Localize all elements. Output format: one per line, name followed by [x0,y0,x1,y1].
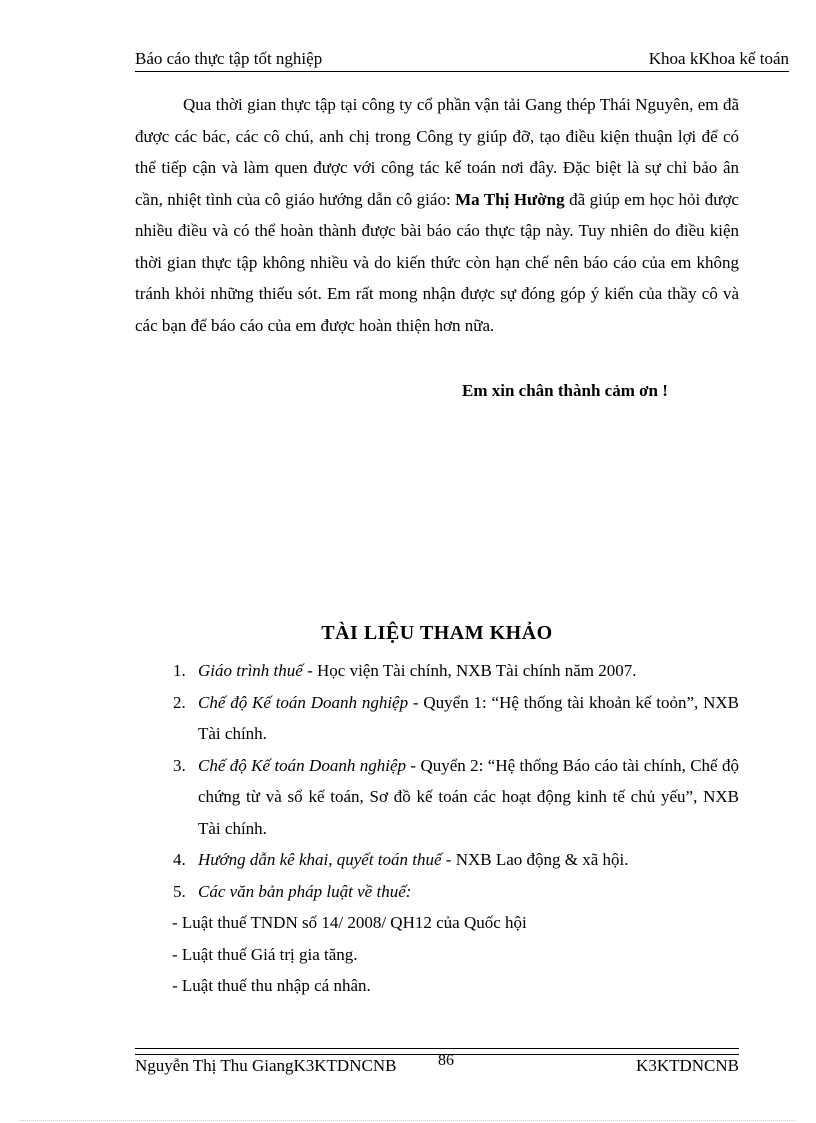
page-number: 86 [438,1052,454,1069]
law-item: - Luật thuế thu nhập cá nhân. [172,976,371,995]
advisor-name: Ma Thị Hường [455,189,565,209]
reference-item [135,687,739,750]
reference-item [135,844,739,876]
reference-detail: - Quyển 1: “Hệ thống tài khoản kế toỏn”, NXB Tài chính. [198,692,739,743]
reference-item [135,750,739,845]
page-bottom-divider [20,1120,796,1121]
acknowledgement-text [135,89,739,341]
law-item: - Luật thuế Giá trị gia tăng. [172,944,358,964]
reference-detail: - Học viện Tài chính, NXB Tài chính năm 2007. [302,661,637,680]
reference-title: Hướng dẫn kê khai, quyết toán thuế [198,850,442,869]
acknowledgement-paragraph [135,89,739,341]
references-title: TÀI LIỆU THAM KHẢO [321,622,553,644]
reference-title: Giáo trình thuế [198,661,303,680]
page-header [135,49,789,72]
footer-class-code: K3KTDNCNB [636,1056,739,1075]
reference-number: 4. [173,850,186,869]
footer-divider [135,1048,739,1055]
reference-number: 3. [173,755,186,775]
reference-number: 5. [173,881,186,901]
reference-number: 2. [173,692,186,712]
references-list [135,655,739,1002]
reference-detail: - NXB Lao động & xã hội. [441,850,629,869]
footer-author: Nguyễn Thị Thu GiangK3KTDNCNB [135,1056,397,1075]
header-report-title: Báo cáo thực tập tốt nghiệp [135,49,323,68]
reference-detail: - Quyển 2: “Hệ thống Báo cáo tài chính, Chế độ chứng từ và sổ kế toán, Sơ đồ kế toán các hoạt động kinh tế chủ yếu”, NXB Tài chính. [198,755,739,838]
reference-item [135,655,739,687]
reference-title: Chế độ Kế toán Doanh nghiệp [198,755,406,775]
reference-title: Các văn bản pháp luật về thuế: [198,881,412,901]
reference-number: 1. [173,661,186,680]
reference-title: Chế độ Kế toán Doanh nghiệp [198,692,409,712]
reference-item [135,876,739,908]
thanks-line: Em xin chân thành cảm ơn ! [462,381,668,400]
intro-text-part1: Qua thời gian thực tập tại công ty cổ phần vận tải Gang thép Thái Nguyên, em đã được các bác, các cô chú, anh chị trong Công ty giúp đỡ, tạo điều kiện thuận lợi để có thể tiếp cận và làm quen được với công tác kế toán nơi đây. Đặc biệt là sự chỉ bảo ân cần, nhiệt tình của cô giáo hướng dẫn cô giáo: [135,95,739,209]
references-section [135,655,739,1002]
intro-text-part2: đã giúp em học hỏi được nhiều điều và có thể hoàn thành được bài báo cáo thực tập này. Tuy nhiên do điều kiện thời gian thực tập không nhiều và do kiến thức còn hạn chế nên báo cáo của em không tránh khỏi những thiếu sót. Em rất mong nhận được sự đóng góp ý kiến của thầy cô và các bạn để báo cáo của em được hoàn thiện hơn nữa. [135,189,739,335]
header-faculty: Khoa kKhoa kế toán [648,49,789,68]
law-item: - Luật thuế TNDN số 14/ 2008/ QH12 của Quốc hội [172,913,527,932]
